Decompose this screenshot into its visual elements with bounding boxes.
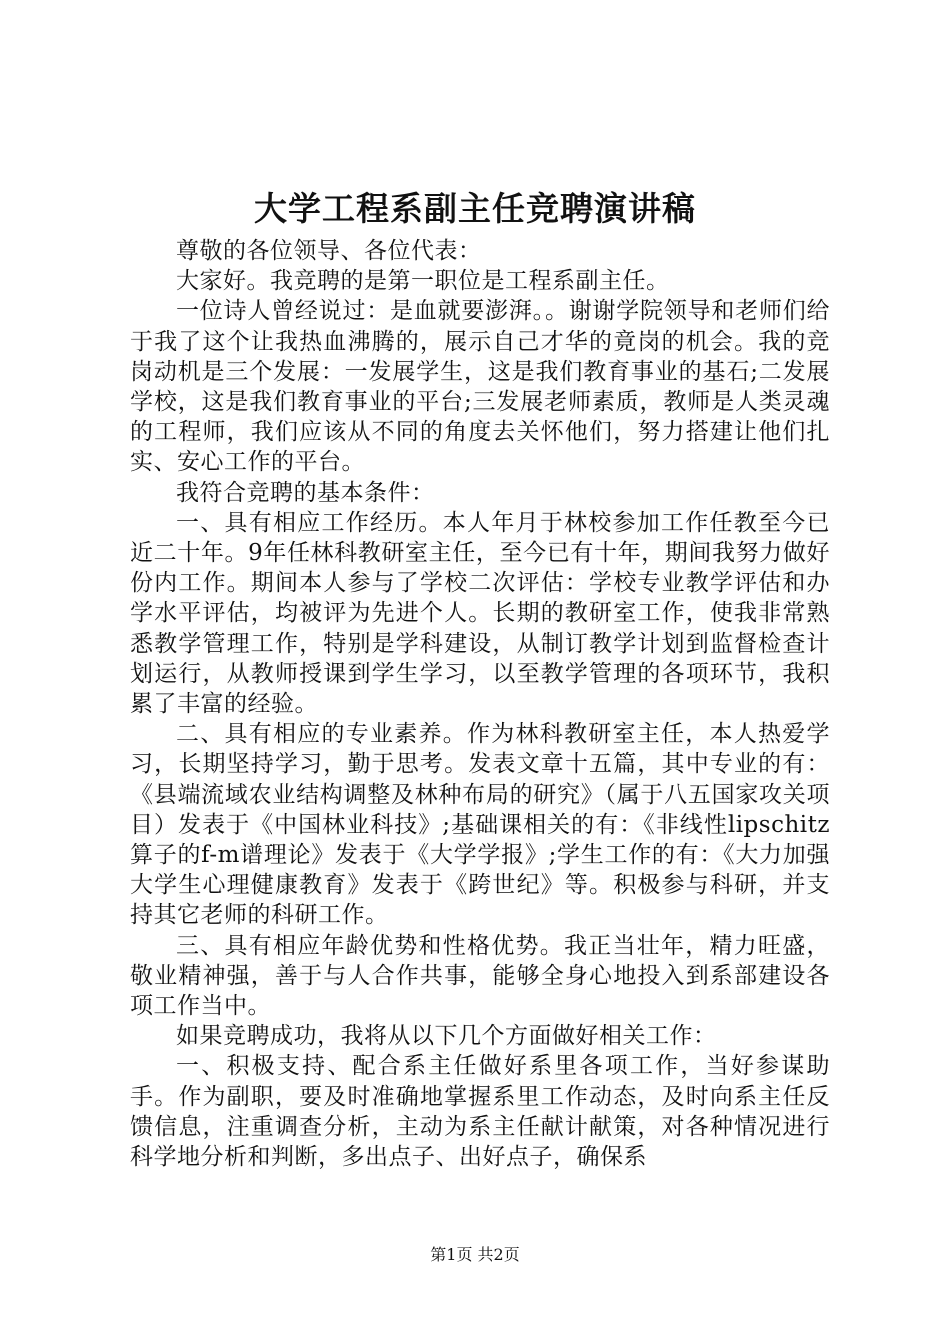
document-body: [130, 236, 830, 1172]
paragraph-plans-intro: 如果竞聘成功，我将从以下几个方面做好相关工作：: [176, 1023, 717, 1050]
paragraph-greeting: 大家好。我竞聘的是第一职位是工程系副主任。: [176, 268, 670, 295]
paragraph-salutation: 尊敬的各位领导、各位代表：: [176, 238, 482, 264]
page-number: 第1页: [430, 1245, 473, 1264]
paragraph-conditions-intro: 我符合竞聘的基本条件：: [176, 479, 435, 506]
paragraph-condition-expertise: 二、具有相应的专业素养。作为林科教研室主任，本人热爱学习，长期坚持学习，勤于思考。发表文章十五篇，其中专业的有：《县端流域农业结构调整及林种布局的研究》（属于八五国家攻关项目）发表于《中国林业科技》;基础课相关的有：《非线性lipschitz算子的f-m谱理论》发表于《大学学报》;学生工作的有：《大力加强大学生心理健康教育》发表于《跨世纪》等。积极参与科研，并支持其它老师的科研工作。: [130, 721, 830, 929]
paragraph-plan-support: 一、积极支持、配合系主任做好系里各项工作，当好参谋助手。作为副职，要及时准确地掌握系里工作动态，及时向系主任反馈信息，注重调查分析，主动为系主任献计献策，对各种情况进行科学地分析和判断，多出点子、出好点子，确保系: [130, 1053, 830, 1171]
page-total: 共2页: [477, 1245, 520, 1264]
paragraph-condition-age: 三、具有相应年龄优势和性格优势。我正当壮年，精力旺盛，敬业精神强，善于与人合作共事，能够全身心地投入到系部建设各项工作当中。: [130, 932, 830, 1020]
paragraph-condition-experience: 一、具有相应工作经历。本人年月于林校参加工作任教至今已近二十年。9年任林科教研室主任，至今已有十年，期间我努力做好份内工作。期间本人参与了学校二次评估：学校专业教学评估和办学水平评估，均被评为先进个人。长期的教研室工作，使我非常熟悉教学管理工作，特别是学科建设，从制订教学计划到监督检查计划运行，从教师授课到学生学习，以至教学管理的各项环节，我积累了丰富的经验。: [130, 509, 830, 718]
document-title: 大学工程系副主任竞聘演讲稿: [254, 189, 696, 228]
paragraph-motivation: 一位诗人曾经说过：是血就要澎湃。。谢谢学院领导和老师们给于我了这个让我热血沸腾的，展示自己才华的竟岗的机会。我的竞岗动机是三个发展：一发展学生，这是我们教育事业的基石;二发展学校，这是我们教育事业的平台;三发展老师素质，教师是人类灵魂的工程师，我们应该从不同的角度去关怀他们，努力搭建让他们扎实、安心工作的平台。: [130, 298, 830, 476]
page-footer: [0, 1244, 950, 1266]
